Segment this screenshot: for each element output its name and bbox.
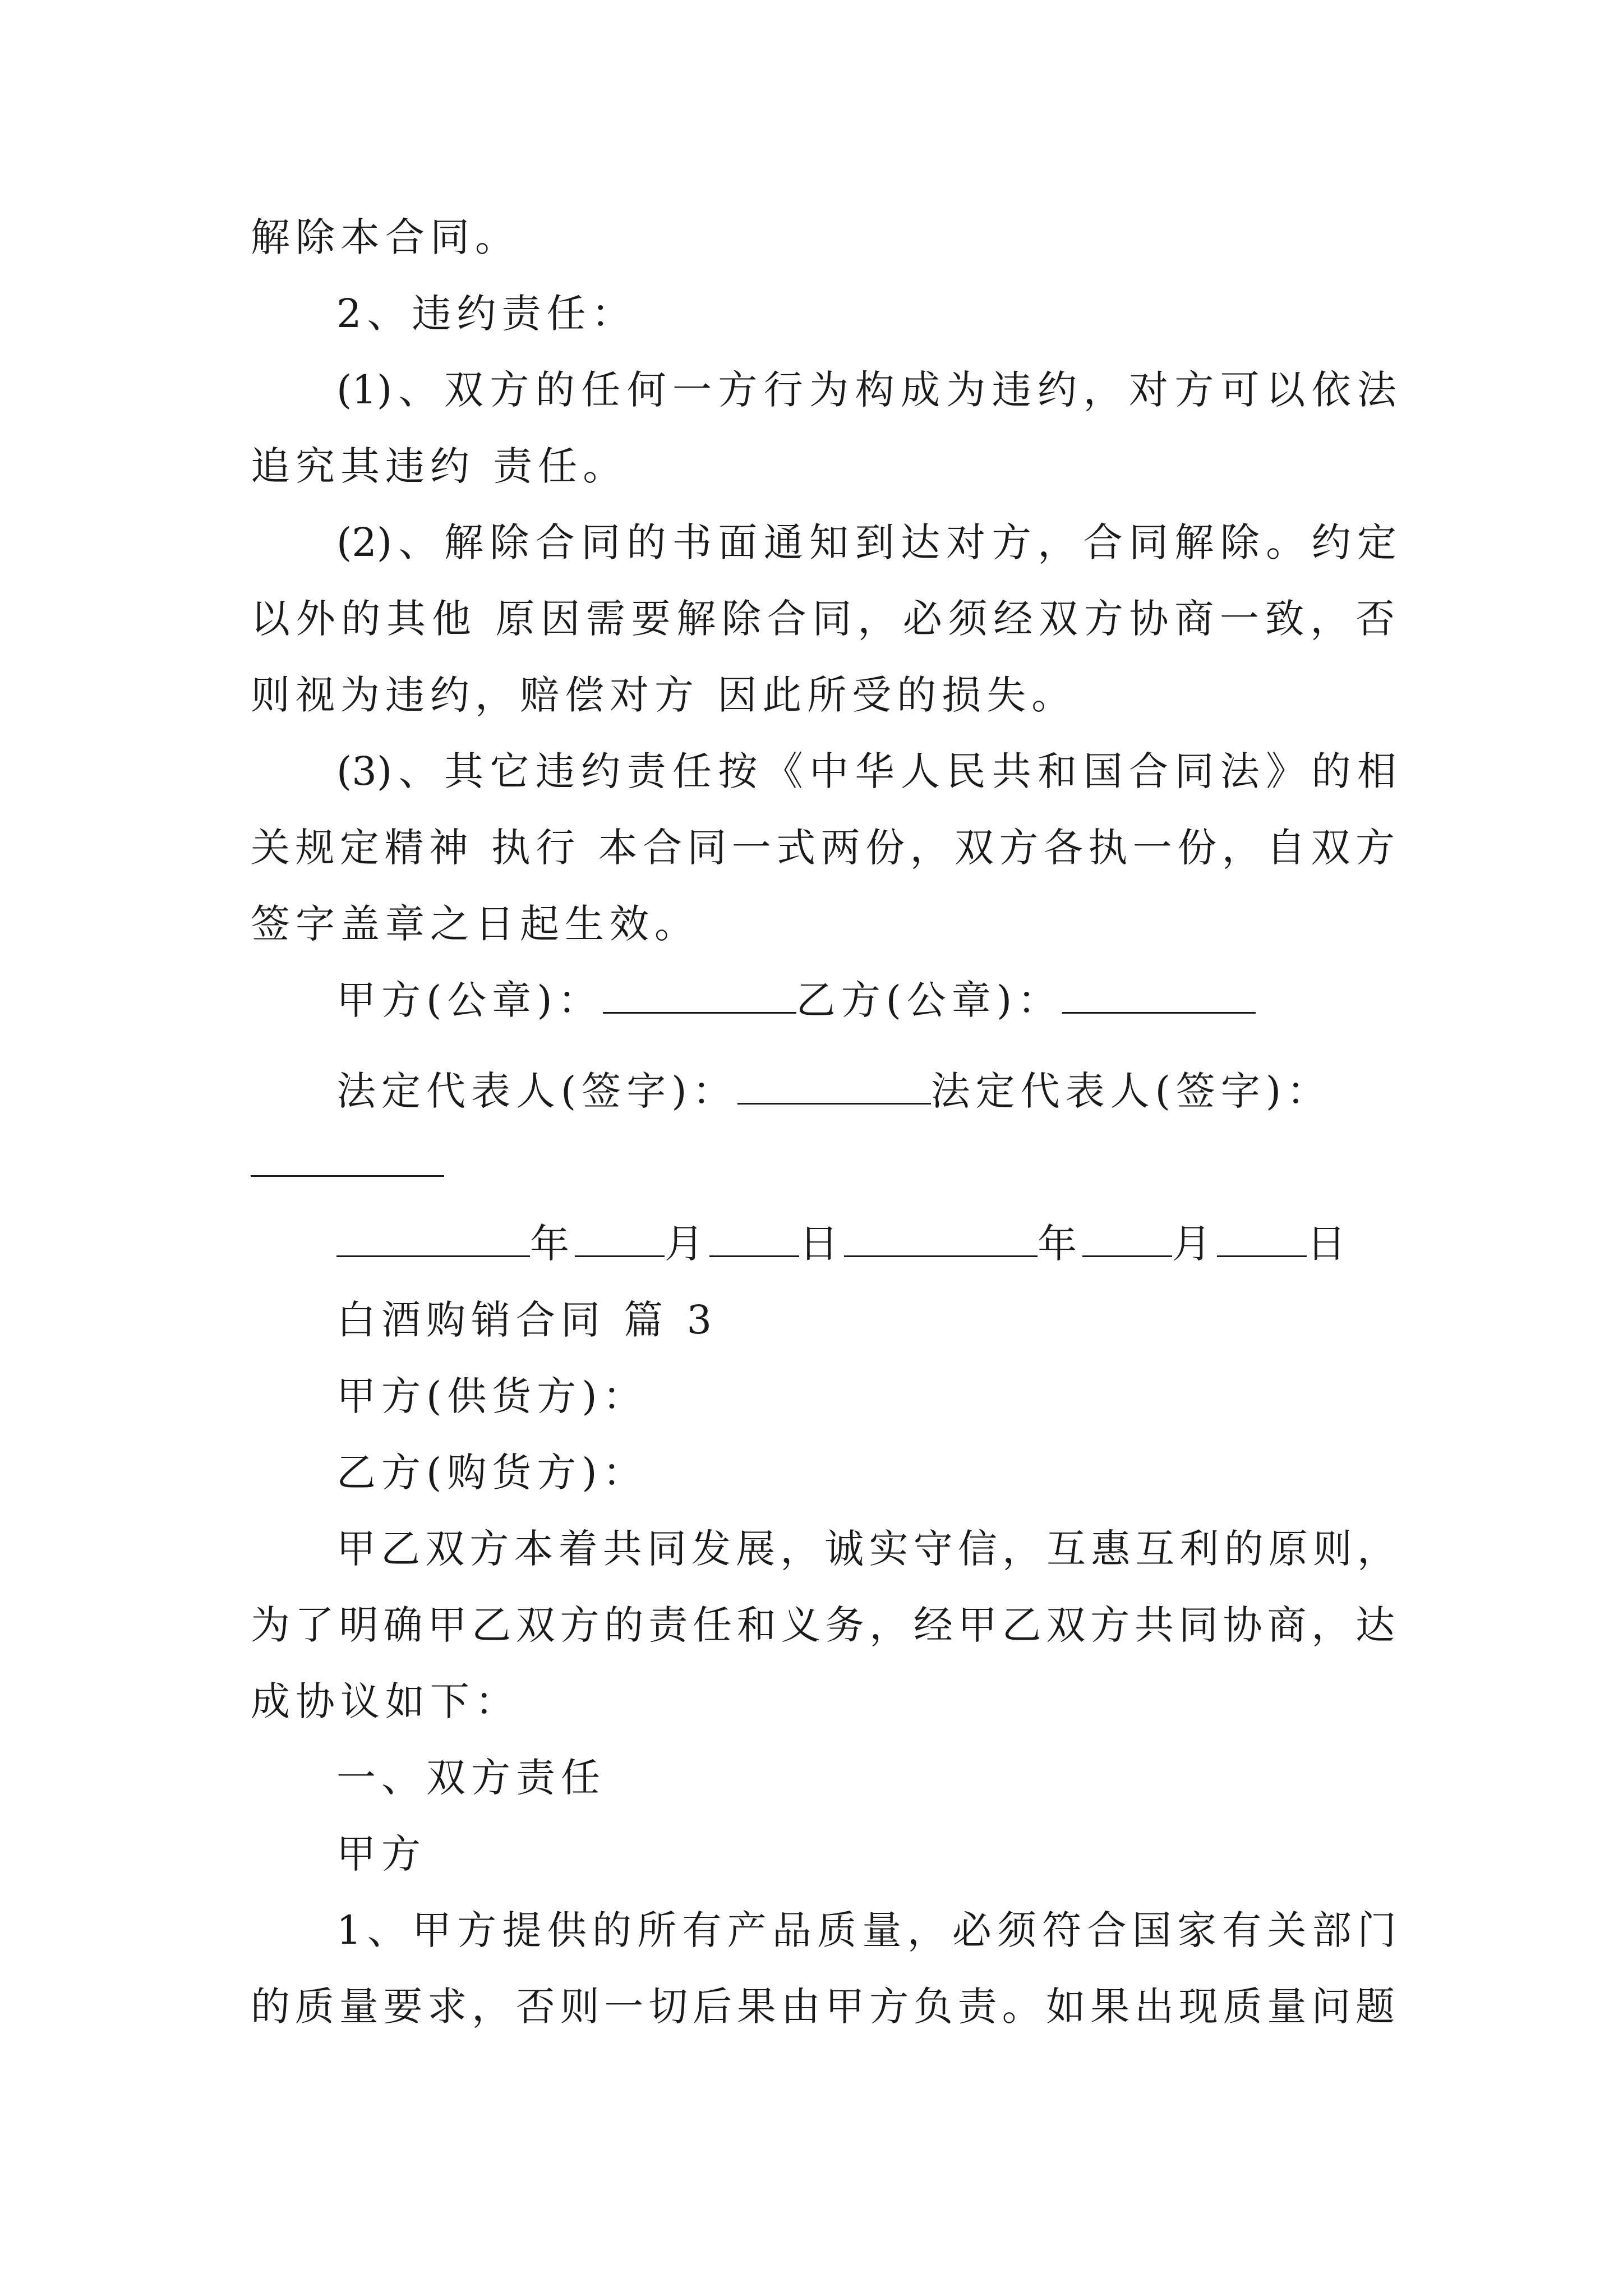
section-heading: 一、双方责任 [336,1755,606,1801]
rep-b-blank [251,1175,444,1177]
paragraph-line: 签字盖章之日起生效。 [251,901,699,947]
representative-line [336,1063,1331,1119]
party-b-seal-blank [1062,977,1256,1014]
paragraph-line: (3)、其它违约责任按《中华人民共和国合同法》的相 [336,748,1396,794]
date-b-month: 月 [1172,1221,1217,1267]
date-b-year: 年 [1038,1221,1082,1267]
paragraph-line: 追究其违约 责任。 [251,443,628,489]
subheading: 甲方 [336,1831,426,1877]
party-a-seal-blank [603,977,796,1014]
paragraph-line: (1)、双方的任何一方行为构成为违约，对方可以依法 [336,367,1396,413]
party-b-line: 乙方(购货方)： [336,1450,648,1496]
paragraph-line: 以外的其他 原因需要解除合同，必须经双方协商一致，否 [251,596,1395,642]
date-b-year-blank [844,1221,1038,1257]
party-a-seal-label: 甲方(公章)： [336,977,603,1023]
date-b-month-blank [1082,1221,1172,1257]
section-title: 白酒购销合同 篇 3 [336,1297,718,1343]
date-b-day-blank [1217,1221,1307,1257]
rep-b-label: 法定代表人(签字)： [930,1068,1332,1114]
paragraph-line: (2)、解除合同的书面通知到达对方，合同解除。约定 [336,519,1396,565]
date-a-month-blank [575,1221,665,1257]
rep-a-label: 法定代表人(签字)： [336,1068,737,1114]
party-b-seal-label: 乙方(公章)： [796,977,1063,1023]
date-line [336,1216,1352,1272]
seal-line [336,972,1256,1028]
paragraph-line: 为了明确甲乙双方的责任和义务，经甲乙双方共同协商，达 [251,1602,1395,1648]
rep-a-blank [737,1068,931,1105]
paragraph-line: 成协议如下： [251,1678,520,1724]
clause-heading: 2、违约责任： [336,291,637,337]
party-a-line: 甲方(供货方)： [336,1373,648,1419]
date-a-month: 月 [665,1221,709,1267]
date-a-day-blank [709,1221,799,1257]
paragraph-line: 解除本合同。 [251,214,520,260]
paragraph-line: 关规定精神 执行 本合同一式两份，双方各执一份，自双方 [251,825,1395,871]
paragraph-line: 的质量要求，否则一切后果由甲方负责。如果出现质量问题 [251,1984,1395,2030]
paragraph-line: 甲乙双方本着共同发展，诚实守信，互惠互利的原则， [336,1526,1396,1572]
date-b-day: 日 [1307,1221,1352,1267]
date-a-year-blank [336,1221,530,1257]
date-a-day: 日 [799,1221,844,1267]
paragraph-line: 1、甲方提供的所有产品质量，必须符合国家有关部门 [336,1907,1396,1953]
date-a-year: 年 [530,1221,575,1267]
paragraph-line: 则视为违约，赔偿对方 因此所受的损失。 [251,672,1077,718]
